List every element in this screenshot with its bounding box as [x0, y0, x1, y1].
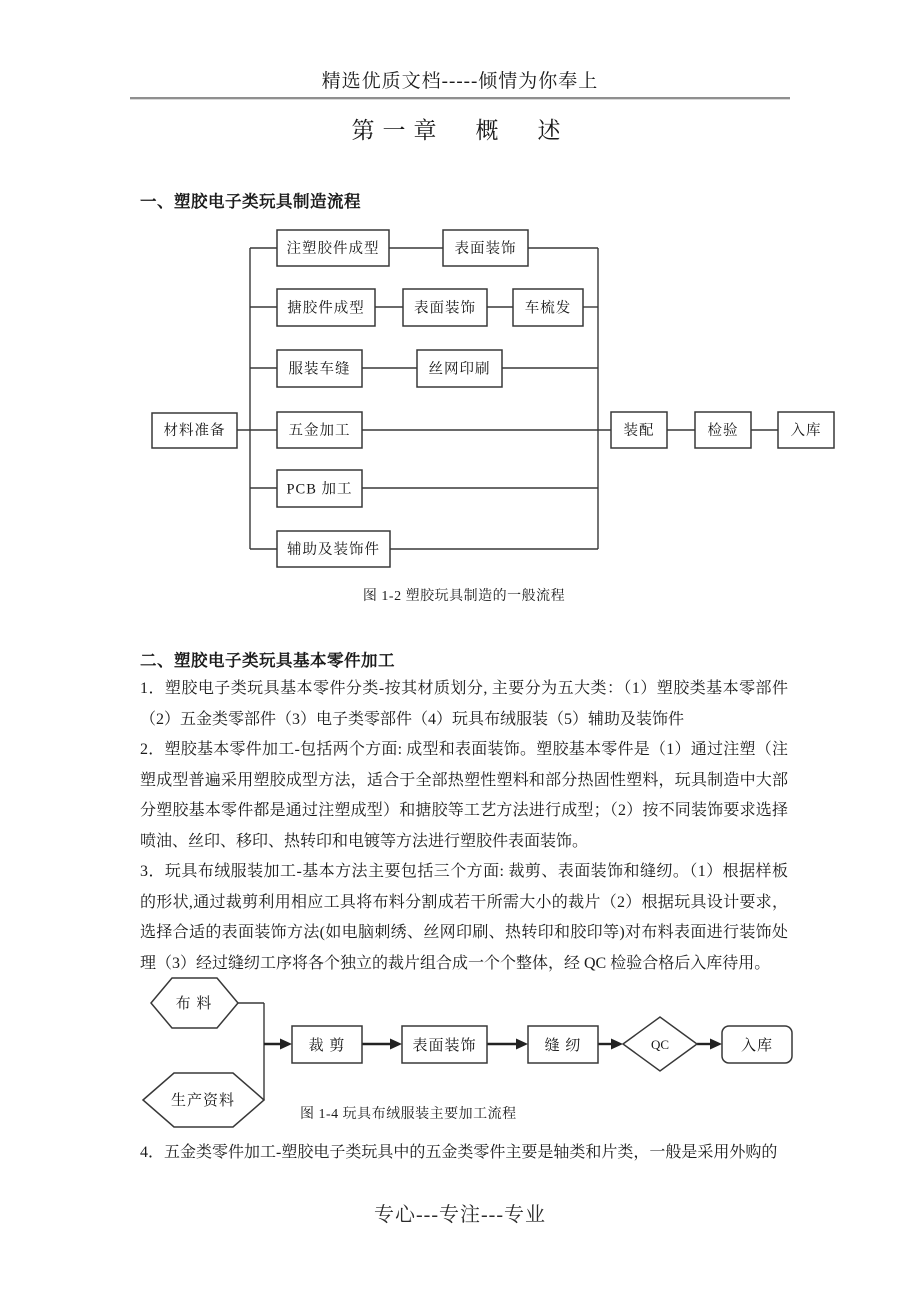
- diamond-qc: [623, 1017, 697, 1071]
- box-surface-decoration-1: [443, 230, 528, 266]
- box-garment-sewing: [277, 350, 362, 387]
- box-sewing: [528, 1026, 598, 1063]
- box-label: 入库: [790, 423, 822, 439]
- section2-heading: 二、塑胶电子类玩具基本零件加工: [140, 651, 395, 670]
- box-label: 五金加工: [288, 423, 351, 439]
- box-label: 表面装饰: [454, 241, 517, 257]
- hex-fabric: [151, 978, 238, 1028]
- box-label: 检验: [707, 423, 739, 439]
- box-auxiliary-decorative-parts: [277, 531, 390, 567]
- box-screen-printing: [417, 350, 502, 387]
- box-label: 服装车缝: [288, 361, 351, 378]
- box-label: 表面装饰: [412, 1038, 477, 1054]
- box-label: 装配: [623, 423, 655, 439]
- footer-note: 专心---专注---专业: [374, 1204, 546, 1226]
- box-label: PCB 加工: [286, 481, 353, 498]
- body-line: 喷油、丝印、移印、热转印和电镀等方法进行塑胶件表面装饰。: [140, 832, 589, 850]
- box-label: 材料准备: [163, 423, 226, 439]
- hex-label: 生产资料: [170, 1093, 236, 1109]
- box-warehouse: [778, 412, 834, 448]
- paragraph-4-line: 4．五金类零件加工-塑胶电子类玩具中的五金类零件主要是轴类和片类，一般是采用外购的: [140, 1144, 778, 1161]
- box-label: 辅助及装饰件: [287, 542, 380, 558]
- hex-label: 布 料: [175, 996, 213, 1012]
- body-line: 3．玩具布绒服装加工-基本方法主要包括三个方面: 裁剪、表面装饰和缝纫。（1）根据样板: [140, 863, 788, 880]
- box-label: 入库: [740, 1038, 774, 1054]
- body-line: （2）五金类零部件（3）电子类零部件（4）玩具布绒服装（5）辅助及装饰件: [140, 710, 685, 728]
- figure-1-4-caption: 图 1-4 玩具布绒服装主要加工流程: [300, 1107, 517, 1122]
- box-label: 缝 纫: [544, 1038, 582, 1054]
- box-label: 丝网印刷: [428, 361, 491, 378]
- body-line: 的形状,通过裁剪利用相应工具将布料分割成若干所需大小的裁片（2）根据玩具设计要求，: [140, 893, 788, 911]
- body-line: 理（3）经过缝纫工序将各个独立的裁片组合成一个个整体，经 QC 检验合格后入库待用。: [140, 954, 771, 972]
- box-label: 裁 剪: [308, 1038, 346, 1054]
- box-label: 搪胶件成型: [287, 300, 365, 317]
- box-surface-decoration-2: [403, 289, 487, 326]
- box-cutting: [292, 1026, 362, 1063]
- header-note: 精选优质文档-----倾情为你奉上: [321, 71, 599, 92]
- box-material-preparation: [152, 413, 237, 448]
- body-line: 塑成型普遍采用塑胶成型方法，适合于全部热塑性塑料和部分热固性塑料，玩具制造中大部: [140, 771, 788, 789]
- box-hardware-processing: [277, 412, 362, 448]
- box-label: 表面装饰: [414, 300, 476, 317]
- box-label: 注塑胶件成型: [286, 241, 380, 257]
- box-label: 车梳发: [524, 300, 572, 317]
- diamond-label: QC: [650, 1037, 670, 1052]
- box-assembly: [611, 412, 667, 448]
- box-surface-decoration: [402, 1026, 487, 1063]
- box-pcb-processing: [277, 470, 362, 507]
- header-rule: [130, 97, 790, 100]
- body-line: 2．塑胶基本零件加工-包括两个方面: 成型和表面装饰。塑胶基本零件是（1）通过注塑（注: [140, 741, 788, 758]
- box-injection-molding: [277, 230, 389, 266]
- box-warehouse-2: [722, 1026, 792, 1063]
- box-inspection: [695, 412, 751, 448]
- body-line: 分塑胶基本零件都是通过注塑成型）和搪胶等工艺方法进行成型；（2）按不同装饰要求选择: [140, 802, 788, 819]
- page-title: 第一章 概 述: [351, 118, 569, 143]
- box-hair-rooting: [513, 289, 583, 326]
- section1-heading: 一、塑胶电子类玩具制造流程: [140, 192, 361, 211]
- body-line: 1．塑胶电子类玩具基本零件分类-按其材质划分, 主要分为五大类：（1）塑胶类基本零部件: [140, 680, 788, 697]
- body-line: 选择合适的表面装饰方法(如电脑刺绣、丝网印刷、热转印和胶印等)对布料表面进行装饰处: [140, 924, 788, 941]
- hex-production-materials: [143, 1073, 264, 1127]
- body-text: [140, 674, 788, 979]
- box-rotocast-molding: [277, 289, 375, 326]
- figure-1-2-caption: 图 1-2 塑胶玩具制造的一般流程: [362, 589, 566, 604]
- flowchart-toy-manufacturing: [140, 215, 840, 575]
